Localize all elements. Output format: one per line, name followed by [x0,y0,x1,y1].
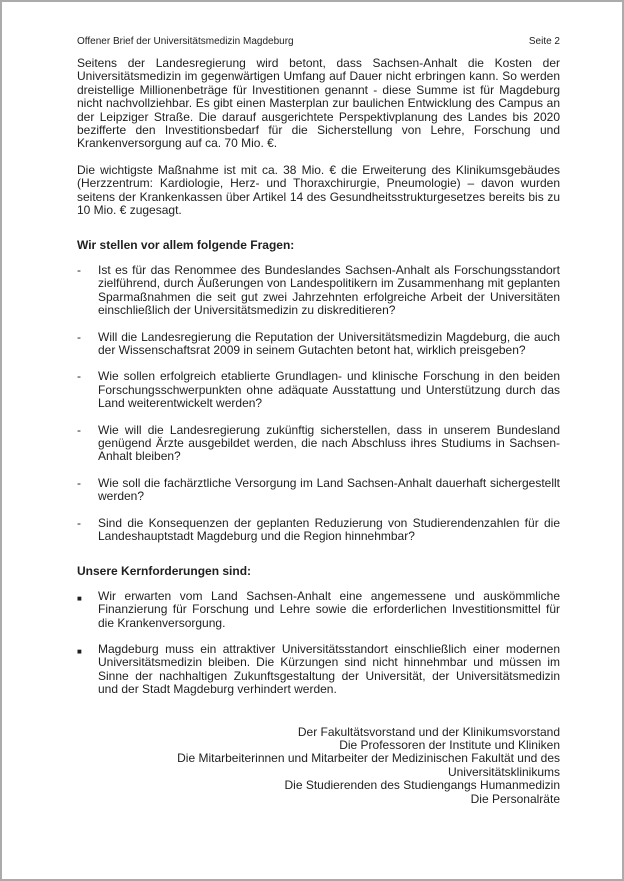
demand-item [77,590,560,630]
intro-paragraph-2: Die wichtigste Maßnahme ist mit ca. 38 Mio. € die Erweiterung des Klinikumsgebäudes (Herzzentrum: Kardiologie, Herz- und Thoraxchirurgie, Pneumologie) – davon wurden seitens der Krankenkassen über Artikel 14 des Gesundheitsstrukturgesetzes bereits bis zu 10 Mio. € zugesagt. [77,162,560,218]
question-text: Will die Landesregierung die Reputation der Universitätsmedizin Magdeburg, die auch der Wissenschaftsrat 2009 in seinem Gutachten betont hat, wirklich preisgeben? [98,329,560,357]
question-item [77,331,560,358]
question-item [77,424,560,464]
square-bullet-icon: ■ [77,647,82,656]
question-item [77,370,560,410]
dash-bullet-icon: - [77,329,81,344]
dash-bullet-icon: - [77,422,81,437]
question-text: Wie soll die fachärztliche Versorgung im Land Sachsen-Anhalt dauerhaft sichergestellt werden? [98,475,560,504]
dash-bullet-icon: - [77,475,81,490]
signature-line: Die Mitarbeiterinnen und Mitarbeiter der Medizinischen Fakultät und des Universitätsklinikums [177,751,560,779]
dash-bullet-icon: - [77,262,81,277]
demands-section-heading: Unsere Kernforderungen sind: [77,564,252,579]
page-header [77,36,560,48]
questions-section-heading: Wir stellen vor allem folgende Fragen: [77,238,295,253]
demand-text: Magdeburg muss ein attraktiver Universitätsstandort einschließlich einer modernen Universitätsmedizin bleiben. Die Kürzungen sind nicht hinnehmbar und müssen im Sinne der nachhaltigen Zukunftsgestaltung der Universität, der Universitätsmedizin und der Stadt Magdeburg verhindert werden. [98,642,560,697]
question-item [77,517,560,544]
signature-line: Der Fakultätsvorstand und der Klinikumsvorstand [297,724,560,739]
signature-line: Die Personalräte [470,791,560,806]
page-number: Seite 2 [528,36,560,47]
running-title: Offener Brief der Universitätsmedizin Magdeburg [77,36,294,47]
dash-bullet-icon: - [77,515,81,530]
question-text: Wie sollen erfolgreich etablierte Grundlagen- und klinische Forschung in den beiden Forschungsschwerpunkten ohne adäquate Ausstattung und Unterstützung durch das Land weiterentwickelt werden? [98,369,560,411]
intro-paragraph-1: Seitens der Landesregierung wird betont, dass Sachsen-Anhalt die Kosten der Universitätsmedizin im gegenwärtigen Umfang auf Dauer nicht erbringen kann. So werden dreistellige Millionenbeträge für Investitionen genannt - diese Summe ist für Magdeburg nicht nachvollziehbar. Es gibt einen Masterplan zur baulichen Entwicklung des Campus an der Leipziger Straße. Die darauf ausgerichtete Perspektivplanung des Landes bis 2020 bezifferte den Investitionsbedarf für die Sicherstellung von Lehre, Forschung und Krankenversorgung auf ca. 70 Mio. €. [77,56,560,151]
question-text: Wie will die Landesregierung zukünftig sicherstellen, dass in unserem Bundesland genügend Ärzte ausgebildet werden, die nach Abschluss ihres Studiums in Sachsen-Anhalt bleiben? [98,422,560,464]
question-text: Ist es für das Renommee des Bundeslandes Sachsen-Anhalt als Forschungsstandort zielführend, durch Äußerungen von Landespolitikern im Zusammenhang mit geplanten Sparmaßnahmen die seit gut zwei Jahrzehnten erfolgreiche Arbeit der Universitäten einschließlich der Universitätsmedizin zu diskreditieren? [98,262,560,318]
signature-line: Die Professoren der Institute und Kliniken [339,738,560,753]
signature-block [77,726,560,806]
question-text: Sind die Konsequenzen der geplanten Reduzierung von Studierendenzahlen für die Landeshauptstadt Magdeburg und die Region hinnehmbar? [98,515,560,543]
dash-bullet-icon: - [77,369,81,384]
signature-line: Die Studierenden des Studiengangs Humanmedizin [284,778,560,793]
document-page [2,2,622,806]
question-item [77,264,560,318]
square-bullet-icon: ■ [77,593,82,603]
demand-text: Wir erwarten vom Land Sachsen-Anhalt eine angemessene und auskömmliche Finanzierung für Forschung und Lehre sowie die erforderlichen Investitionsmittel für die Krankenversorgung. [98,588,560,630]
question-item [77,477,560,504]
demand-item [77,643,560,697]
